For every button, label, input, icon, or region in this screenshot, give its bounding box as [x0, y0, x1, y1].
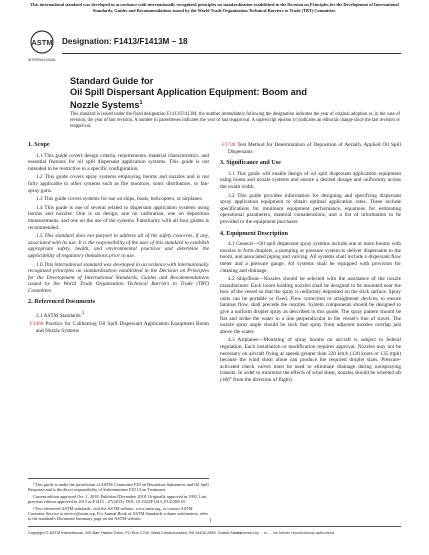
paragraph-1-3: 1.3 This guide covers systems for use on ships, boats, helicopters, or airplanes. — [36, 196, 203, 203]
copyright-notice: Copyright © ASTM International, 100 Barr Harbor Drive, PO Box C700, West Conshohocken, PA 19428-2959. United States — [28, 530, 242, 535]
left-column — [28, 142, 209, 337]
paragraph-1-5: 1.5 This standard does not purport to address all of the safety concerns, if any, associated with its use. It is the responsibility of the user of this standard to establish appropriate safety, health, and environmental practices and determine the applicability of regulatory limitations prior to use. — [28, 233, 209, 259]
paragraph-1-4: 1.4 This guide is one of several related to dispersant application systems using booms and nozzles. One is on design, one on calibration, one on deposition measurements, and one on the use of the systems. Familiarity with all four guides is recommended. — [28, 204, 209, 231]
svg-text:INTERNATIONAL: INTERNATIONAL — [28, 58, 56, 62]
title-line-1: Standard Guide for — [70, 76, 154, 86]
paragraph-1-6: 1.6 This international standard was developed in accordance with internationally recognized principles on standardization established in the Decision on Principles for the Development of International Standards, Guides and Recommendations issued by the World Trade Organization Technical Barriers to Trade (TBT) Committee. — [28, 261, 209, 294]
paragraph-2-1-text: 2.1 ASTM Standards: — [36, 312, 83, 319]
paragraph-1-2: 1.2 This guide covers spray systems employing booms and nozzles and is not fully applicable to other systems such as fire monitors, sonic distributors, or fan-spray guns. — [28, 174, 209, 194]
astm-logo-icon — [28, 30, 56, 64]
header-note: This international standard was developed in accordance with internationally recognized principles on standardization established in the Decision on Principles for the Development of International Standards, Guides and Recommendations issued by the World Trade Organization Technical Barriers to Trade (TBT) Committee. — [30, 2, 399, 13]
page-footer — [28, 526, 401, 535]
significance-heading: 3. Significance and Use — [220, 159, 281, 167]
designation: Designation: F1413/F1413M – 18 — [62, 37, 188, 46]
footnote-marker-2: 2 — [82, 310, 85, 316]
footnote-1: ¹ This guide is under the jurisdiction of ASTM Committee F20 on Hazardous Substances and Oil Spill Response and is the direct responsibility of Subcommittee F20.13 on Treatment. — [28, 482, 209, 493]
paragraph-4-3: 4.3 Airplanes—Mounting of spray booms on aircraft is subject to federal regulation. Each installation or modification requires approval. Nozzles may not be necessary on aircraft flying at speeds greater than 220 km/h (120 knots or 135 mph) because the wind shear alone can produce the required droplet sizes. Pressure-activated check valves must be used to eliminate drainage during nonspraying transits. In order to minimize the effects of wind shear, nozzles should be oriented aft (180° from the direction of flight). — [220, 337, 401, 383]
reference-f1738 — [222, 142, 401, 155]
footnote-1b: Current edition approved Oct. 1, 2018. Published December 2018. Originally approved in 1992. Last previous edition approved in 2013 as F1413 – 07(2013). DOI: 10.1520/F1413_F1413M-18. — [28, 493, 207, 505]
reference-f1460 — [30, 321, 209, 335]
reference-text-f1460: Practice for Calibrating Oil Spill Dispersant Application Equipment Boom and Nozzle Systems — [36, 321, 209, 335]
paragraph-4-2: 4.2 Ship/Boat—Nozzles should be selected with the assistance of the nozzle manufacturer. Each boom holding nozzles shall be designed to be mounted near the bow of the vessel so that the spray is uniformly deposited on the slick surface. Spray units can be portable or fixed. Flow correction or straightener devices, to ensure laminar flow, shall precede the nozzles. System components should be designed to give a uniform droplet spray as described in this guide. The spray pattern should be flat and strike the water in a line perpendicular to the vessel's line of travel. The nozzle spray angle should be such that spray from adjacent nozzles overlap just above the water. — [220, 276, 401, 335]
title-footnote-marker: 1 — [139, 100, 143, 106]
reference-text-f1738: Test Method for Determination of Deposition of Aerially Applied Oil Spill Dispersants — [228, 142, 401, 155]
paragraph-2-1 — [28, 310, 209, 319]
svg-text:ASTM: ASTM — [31, 38, 53, 47]
license-notice: Licensed by ... to ... No further reproductions authorized. — [238, 530, 336, 535]
paragraph-1-1: 1.1 This guide covers design criteria, requirements, material characteristics, and essential features for oil spill dispersant application systems. This guide is not intended to be restrictive to a specific configuration. — [28, 152, 209, 172]
page-number: 1 — [209, 519, 212, 524]
paragraph-3-1: 3.1 This guide will enable design of oil spill dispersant application equipment using boom and nozzle systems and ensure a desired dosage and uniformity across the swath width. — [220, 170, 401, 190]
scope-heading: 1. Scope — [28, 141, 50, 148]
reference-link-f1738[interactable]: F1738 — [222, 142, 236, 148]
paragraph-4-1: 4.1 General—Oil spill dispersant spray systems include one or more booms with nozzles to form droplets, a pumping or pressure system to deliver dispersants to the boom, and associated piping and valving. All systems shall include a dispersant flow meter and a pressure gauge. All systems shall be equipped with provision for cleaning and drainage. — [220, 241, 401, 274]
title-line-3 — [70, 98, 307, 111]
equipment-heading: 4. Equipment Description — [220, 229, 288, 237]
right-column — [220, 142, 401, 386]
title-line-3-text: Nozzle Systems — [70, 100, 140, 111]
referenced-documents-heading: 2. Referenced Documents — [28, 298, 96, 306]
title-line-2: Oil Spill Dispersant Application Equipment: Boom and — [70, 87, 308, 97]
document-title — [70, 76, 307, 111]
issuance-statement: This standard is issued under the fixed designation F1413/F1413M; the number immediately following the designation indicates the year of original adoption or, in the case of revision, the year of last revision. A number in parentheses indicates the year of last reapproval. A superscript epsilon (ε) indicates an editorial change since the last revision or reapproval. — [70, 112, 400, 129]
header-rule — [62, 53, 401, 54]
footnote-2: ² For referenced ASTM standards, visit the ASTM website, www.astm.org, or contact ASTM Customer Service at service@astm.org. For Annual Book of ASTM Standards volume information, refer to the standard's Document Summary page on the ASTM website. — [28, 505, 208, 522]
reference-link-f1460[interactable]: F1460 — [30, 321, 44, 328]
paragraph-3-2: 3.2 This guide provides information for designing and specifying dispersant spray application equipment to obtain optimal application rates. These include specifications for minimum equipment performance, equations for estimating operational parameters, material considerations, and a list of information to be provided to the equipment purchaser. — [220, 192, 401, 225]
footnotes — [28, 478, 209, 523]
